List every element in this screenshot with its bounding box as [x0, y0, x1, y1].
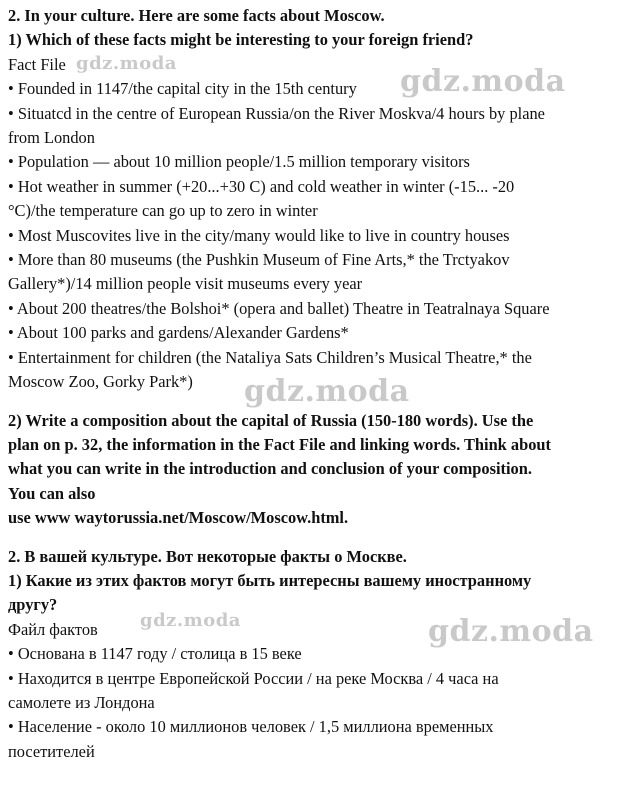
russian-fact-line: самолете из Лондона [8, 692, 155, 712]
english-heading: 2. In your culture. Here are some facts about Moscow. [8, 6, 385, 25]
fact-line: Gallery*)/14 million people visit museums every year [8, 274, 363, 294]
fact-line: • Situatcd in the centre of European Russia/on the River Moskva/4 hours by plane [8, 103, 545, 123]
english-fact-list [8, 77, 634, 394]
fact-line: from London [8, 128, 95, 148]
fact-line: Moscow Zoo, Gorky Park*) [8, 372, 193, 392]
russian-fact-line: посетителей [8, 741, 95, 761]
russian-fact-line: • Основана в 1147 году / столица в 15 веке [8, 644, 302, 664]
fact-line: • More than 80 museums (the Pushkin Museum of Fine Arts,* the Trctyakov [8, 250, 510, 270]
watermark: gdz.moda [244, 374, 410, 409]
english-question-1: 1) Which of these facts might be interesting to your foreign friend? [8, 30, 474, 50]
question-2-line: 2) Write a composition about the capital of Russia (150-180 words). Use the [8, 410, 534, 430]
watermark: gdz.moda [76, 53, 177, 74]
fact-line: • Population — about 10 million people/1.5 million temporary visitors [8, 152, 470, 172]
watermark: gdz.moda [400, 64, 566, 99]
fact-line: • Founded in 1147/the capital city in the 15th century [8, 79, 357, 99]
question-2-url-line: use www waytorussia.net/Moscow/Moscow.html. [8, 508, 349, 528]
question-2-line: plan on p. 32, the information in the Fact File and linking words. Think about [8, 434, 551, 454]
fact-line: • Entertainment for children (the Nataliya Sats Children’s Musical Theatre,* the [8, 347, 532, 367]
english-question-2 [8, 409, 634, 531]
fact-line: • About 100 parks and gardens/Alexander Gardens* [8, 323, 349, 343]
russian-fact-line: • Находится в центре Европейской России / на реке Москва / 4 часа на [8, 668, 499, 688]
watermark: gdz.moda [140, 610, 241, 631]
russian-fact-file-label: Файл фактов [8, 619, 98, 639]
russian-question-1-line: 1) Какие из этих фактов могут быть интересны вашему иностранному [8, 570, 532, 590]
fact-line: • Most Muscovites live in the city/many would like to live in country houses [8, 225, 510, 245]
fact-line: °C)/the temperature can go up to zero in winter [8, 201, 318, 221]
russian-question-1-line: другу? [8, 595, 58, 615]
russian-fact-list [8, 642, 634, 764]
watermark: gdz.moda [428, 614, 594, 649]
fact-file-label: Fact File [8, 54, 66, 74]
question-2-line: You can also [8, 483, 96, 503]
question-2-line: what you can write in the introduction and conclusion of your composition. [8, 459, 532, 479]
russian-heading: 2. В вашей культуре. Вот некоторые факты о Москве. [8, 546, 407, 566]
fact-line: • Hot weather in summer (+20...+30 C) and cold weather in winter (-15... -20 [8, 176, 515, 196]
russian-fact-line: • Население - около 10 миллионов человек / 1,5 миллиона временных [8, 717, 494, 737]
fact-line: • About 200 theatres/the Bolshoi* (opera and ballet) Theatre in Teatralnaya Square [8, 298, 550, 318]
